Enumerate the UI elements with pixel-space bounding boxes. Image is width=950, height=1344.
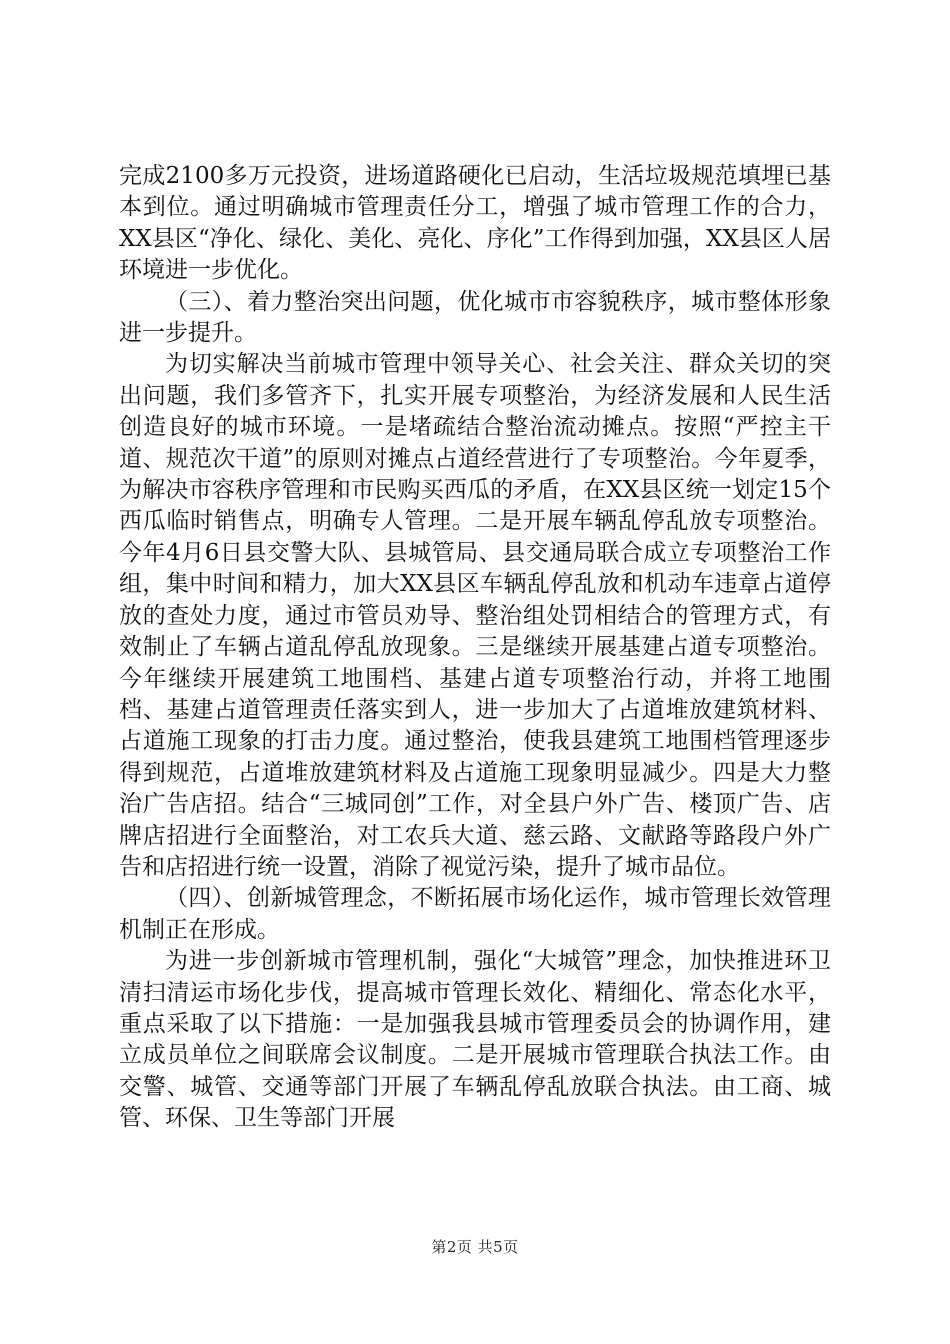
document-body xyxy=(119,161,831,1135)
paragraph-continuation: 完成2100多万元投资，进场道路硬化已启动，生活垃圾规范填埋已基本到位。通过明确城市管理责任分工，增强了城市管理工作的合力，XX县区“净化、绿化、美化、亮化、序化”工作得到加强，XX县区人居环境进一步优化。 xyxy=(119,163,831,284)
section-heading-three: （三）、着力整治突出问题，优化城市市容貌秩序，城市整体形象进一步提升。 xyxy=(119,288,831,347)
section-heading-four: （四）、创新城管理念，不断拓展市场化运作，城市管理长效管理机制正在形成。 xyxy=(119,885,831,943)
paragraph-management-mechanism: 为进一步创新城市管理机制，强化“大城管”理念，加快推进环卫清扫清运市场化步伐，提高城市管理长效化、精细化、常态化水平，重点采取了以下措施：一是加强我县城市管理委员会的协调作用，建立成员单位之间联席会议制度。二是开展城市管理联合执法工作。由交警、城管、交通等部门开展了车辆乱停乱放联合执法。由工商、城管、环保、卫生等部门开展 xyxy=(119,948,831,1132)
page-number-footer: 第2页 共5页 xyxy=(431,1238,519,1256)
paragraph-special-rectification: 为切实解决当前城市管理中领导关心、社会关注、群众关切的突出问题，我们多管齐下，扎实开展专项整治，为经济发展和人民生活创造良好的城市环境。一是堵疏结合整治流动摊点。按照“严控主干道、规范次干道”的原则对摊点占道经营进行了专项整治。今年夏季，为解决市容秩序管理和市民购买西瓜的矛盾，在XX县区统一划定15个西瓜临时销售点，明确专人管理。二是开展车辆乱停乱放专项整治。今年4月6日县交警大队、县城管局、县交通局联合成立专项整治工作组，集中时间和精力，加大XX县区车辆乱停乱放和机动车违章占道停放的查处力度，通过市管员劝导、整治组处罚相结合的管理方式，有效制止了车辆占道乱停乱放现象。三是继续开展基建占道专项整治。今年继续开展建筑工地围档、基建占道专项整治行动，并将工地围档、基建占道管理责任落实到人，进一步加大了占道堆放建筑材料、占道施工现象的打击力度。通过整治，使我县建筑工地围档管理逐步得到规范，占道堆放建筑材料及占道施工现象明显减少。四是大力整治广告店招。结合“三城同创”工作，对全县户外广告、楼顶广告、店牌店招进行全面整治，对工农兵大道、慈云路、文献路等路段户外广告和店招进行统一设置，消除了视觉污染，提升了城市品位。 xyxy=(119,351,831,880)
